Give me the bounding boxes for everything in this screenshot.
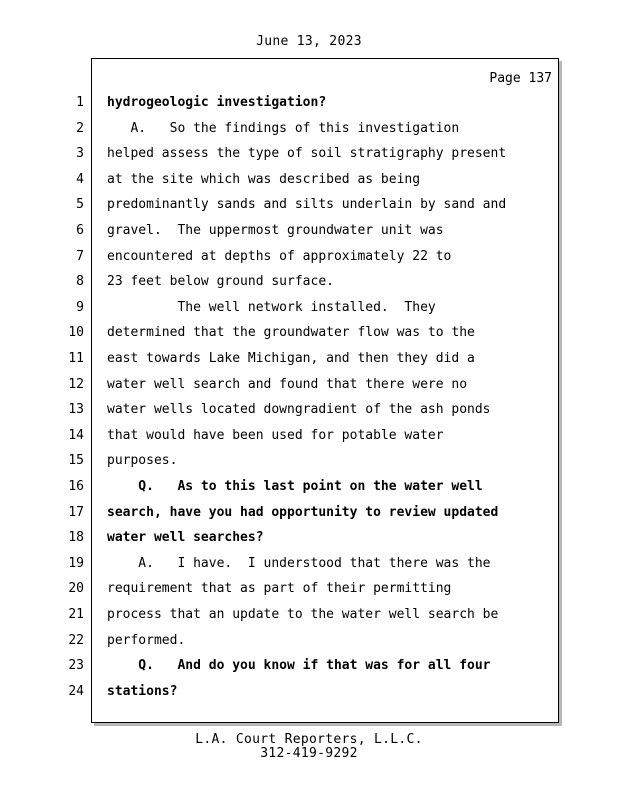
line-number: 11	[68, 351, 84, 366]
transcript-line: The well network installed. They	[107, 300, 436, 315]
transcript-line: that would have been used for potable water	[107, 428, 444, 443]
transcript-line: encountered at depths of approximately 22 to	[107, 249, 452, 264]
line-number: 17	[68, 505, 84, 520]
line-number: 7	[76, 249, 84, 264]
line-number: 4	[76, 172, 84, 187]
transcript-line: at the site which was described as being	[107, 172, 421, 187]
line-number: 14	[68, 428, 84, 443]
transcript-line: hydrogeologic investigation?	[107, 95, 327, 110]
transcript-line: water wells located downgradient of the ash ponds	[107, 402, 491, 417]
transcript-line: predominantly sands and silts underlain by sand and	[107, 197, 507, 212]
footer-company: L.A. Court Reporters, L.L.C.	[195, 732, 423, 747]
transcript-line: A. So the findings of this investigation	[107, 121, 460, 136]
line-number: 19	[68, 556, 84, 571]
line-number: 24	[68, 684, 84, 699]
transcript-line: A. I have. I understood that there was the	[107, 556, 491, 571]
transcript-line: stations?	[107, 684, 178, 699]
transcript-line: Q. And do you know if that was for all four	[107, 658, 491, 673]
line-number: 12	[68, 377, 84, 392]
line-number: 6	[76, 223, 84, 238]
transcript-line: requirement that as part of their permitting	[107, 581, 452, 596]
line-number: 15	[68, 453, 84, 468]
footer-phone: 312-419-9292	[260, 746, 358, 761]
transcript-line: search, have you had opportunity to review updated	[107, 505, 499, 520]
line-number: 9	[76, 300, 84, 315]
page-number: Page 137	[489, 71, 552, 86]
transcript-line: east towards Lake Michigan, and then they did a	[107, 351, 475, 366]
line-number: 18	[68, 530, 84, 545]
line-number: 10	[68, 325, 84, 340]
transcript-line: Q. As to this last point on the water well	[107, 479, 483, 494]
transcript-line: water well searches?	[107, 530, 264, 545]
transcript-line: performed.	[107, 633, 186, 648]
line-number: 2	[76, 121, 84, 136]
transcript-line: 23 feet below ground surface.	[107, 274, 334, 289]
transcript-line: determined that the groundwater flow was to the	[107, 325, 475, 340]
line-number: 23	[68, 658, 84, 673]
line-number: 16	[68, 479, 84, 494]
line-number: 8	[76, 274, 84, 289]
line-number: 5	[76, 197, 84, 212]
line-number: 3	[76, 146, 84, 161]
transcript-date: June 13, 2023	[256, 34, 362, 49]
transcript-line: process that an update to the water well search be	[107, 607, 499, 622]
transcript-line: helped assess the type of soil stratigraphy present	[107, 146, 507, 161]
footer	[0, 733, 618, 761]
line-number: 20	[68, 581, 84, 596]
transcript-line: gravel. The uppermost groundwater unit was	[107, 223, 444, 238]
transcript-line: purposes.	[107, 453, 178, 468]
line-number: 1	[76, 95, 84, 110]
line-number: 22	[68, 633, 84, 648]
line-number: 13	[68, 402, 84, 417]
transcript-line: water well search and found that there were no	[107, 377, 468, 392]
line-number: 21	[68, 607, 84, 622]
